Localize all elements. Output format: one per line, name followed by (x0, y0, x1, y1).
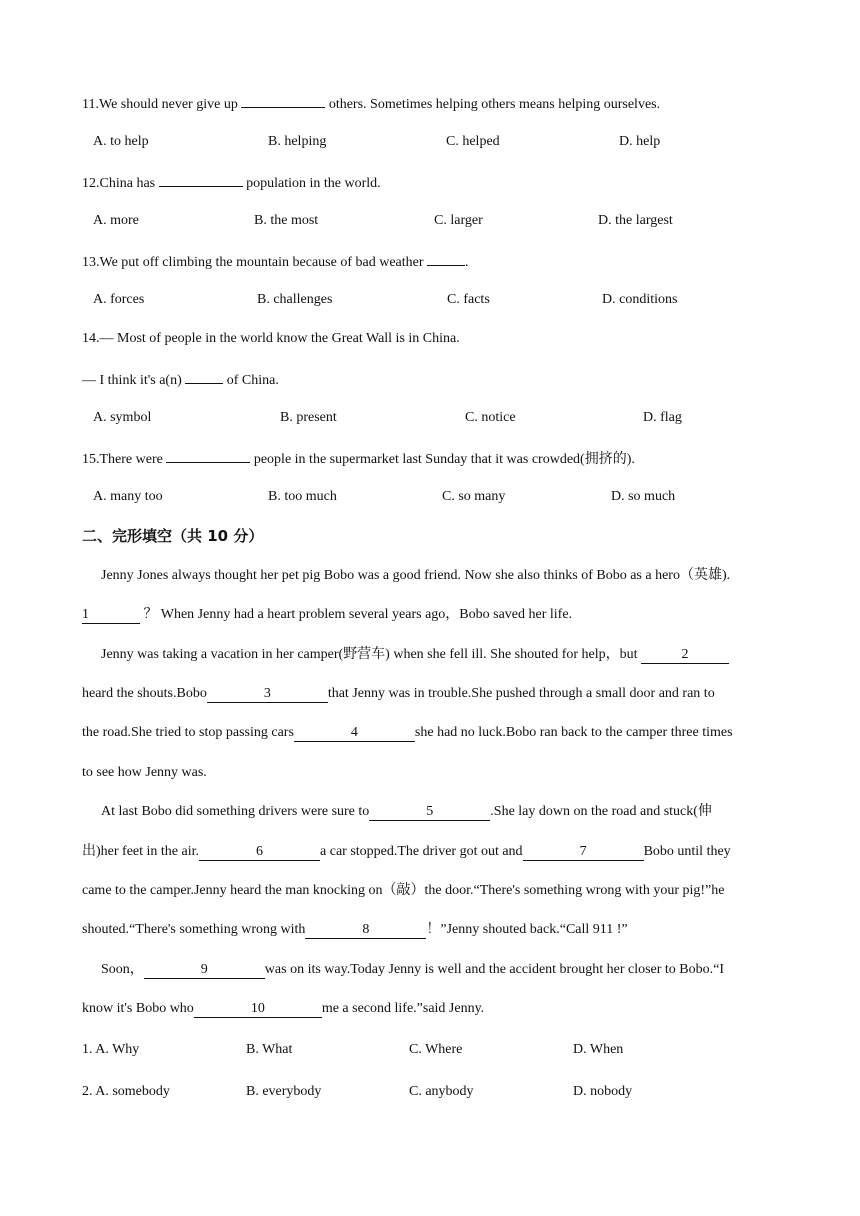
question-13-stem: 13.We put off climbing the mountain because of bad weather . (82, 250, 469, 273)
answer-blank (185, 368, 223, 384)
numbered-blank: 2 (641, 646, 729, 664)
passage-line: shouted.“There's something wrong with 8 ！”Jenny shouted back.“Call 911 !” (82, 922, 628, 937)
cloze-2-option-a: 2. A. somebody (82, 1084, 170, 1099)
option-a: A. many too (93, 489, 163, 504)
option-b: B. present (280, 410, 337, 425)
section-heading: 二、完形填空（共 10 分） (82, 527, 264, 545)
passage-line: came to the camper.Jenny heard the man knocking on（敲）the door.“There's something wrong with your pig!”he (82, 883, 725, 898)
passage-line: At last Bobo did something drivers were sure to 5 .She lay down on the road and stuck(伸 (101, 804, 712, 819)
option-c: C. facts (447, 292, 490, 307)
answer-blank (159, 171, 243, 187)
cloze-1-option-c: C. Where (409, 1042, 463, 1057)
option-b: B. helping (268, 134, 327, 149)
passage-line: heard the shouts.Bobo 3 that Jenny was in trouble.She pushed through a small door and ran to (82, 686, 715, 701)
option-c: C. larger (434, 213, 483, 228)
passage-line: Soon， 9 was on its way.Today Jenny is well and the accident brought her closer to Bobo.“I (101, 962, 725, 977)
answer-blank (427, 250, 465, 266)
numbered-blank: 3 (207, 685, 328, 703)
numbered-blank: 9 (144, 961, 265, 979)
option-a: A. to help (93, 134, 149, 149)
option-a: A. more (93, 213, 139, 228)
answer-blank (241, 92, 325, 108)
passage-line: 1 ？ When Jenny had a heart problem several years ago，Bobo saved her life. (82, 607, 573, 622)
cloze-1-option-b: B. What (246, 1042, 293, 1057)
question-14-reply: — I think it's a(n) of China. (82, 368, 279, 391)
passage-line: know it's Bobo who 10 me a second life.”said Jenny. (82, 1001, 485, 1016)
option-d: D. conditions (602, 292, 678, 307)
numbered-blank: 5 (369, 803, 490, 821)
cloze-1-option-d: D. When (573, 1042, 624, 1057)
numbered-blank: 7 (523, 843, 644, 861)
cloze-2-option-d: D. nobody (573, 1084, 633, 1099)
option-c: C. helped (446, 134, 500, 149)
cloze-1-option-a: 1. A. Why (82, 1042, 140, 1057)
option-b: B. the most (254, 213, 319, 228)
question-11-stem: 11.We should never give up others. Sometimes helping others means helping ourselves. (82, 92, 660, 115)
passage-line: to see how Jenny was. (82, 765, 207, 780)
option-c: C. notice (465, 410, 516, 425)
answer-blank (166, 447, 250, 463)
question-14-stem: 14.— Most of people in the world know the Great Wall is in China. (82, 331, 460, 346)
option-d: D. so much (611, 489, 676, 504)
option-a: A. forces (93, 292, 145, 307)
numbered-blank: 6 (199, 843, 320, 861)
passage-line: 出)her feet in the air. 6 a car stopped.The driver got out and 7 Bobo until they (82, 844, 731, 859)
passage-line: Jenny was taking a vacation in her camper(野营车) when she fell ill. She shouted for help，but 2 (101, 645, 729, 665)
option-d: D. the largest (598, 213, 673, 228)
option-c: C. so many (442, 489, 506, 504)
cloze-2-option-b: B. everybody (246, 1084, 322, 1099)
option-d: D. flag (643, 410, 682, 425)
numbered-blank: 1 (82, 606, 140, 624)
option-b: B. too much (268, 489, 337, 504)
numbered-blank: 4 (294, 724, 415, 742)
numbered-blank: 8 (305, 921, 426, 939)
passage-line: the road.She tried to stop passing cars 4 she had no luck.Bobo ran back to the camper three times (82, 725, 733, 740)
question-15-stem: 15.There were people in the supermarket last Sunday that it was crowded(拥挤的). (82, 447, 635, 470)
option-a: A. symbol (93, 410, 152, 425)
option-d: D. help (619, 134, 661, 149)
passage-line: Jenny Jones always thought her pet pig Bobo was a good friend. Now she also thinks of Bobo as a hero（英雄). (101, 568, 731, 583)
cloze-2-option-c: C. anybody (409, 1084, 474, 1099)
option-b: B. challenges (257, 292, 333, 307)
numbered-blank: 10 (194, 1000, 322, 1018)
question-12-stem: 12.China has population in the world. (82, 171, 381, 194)
